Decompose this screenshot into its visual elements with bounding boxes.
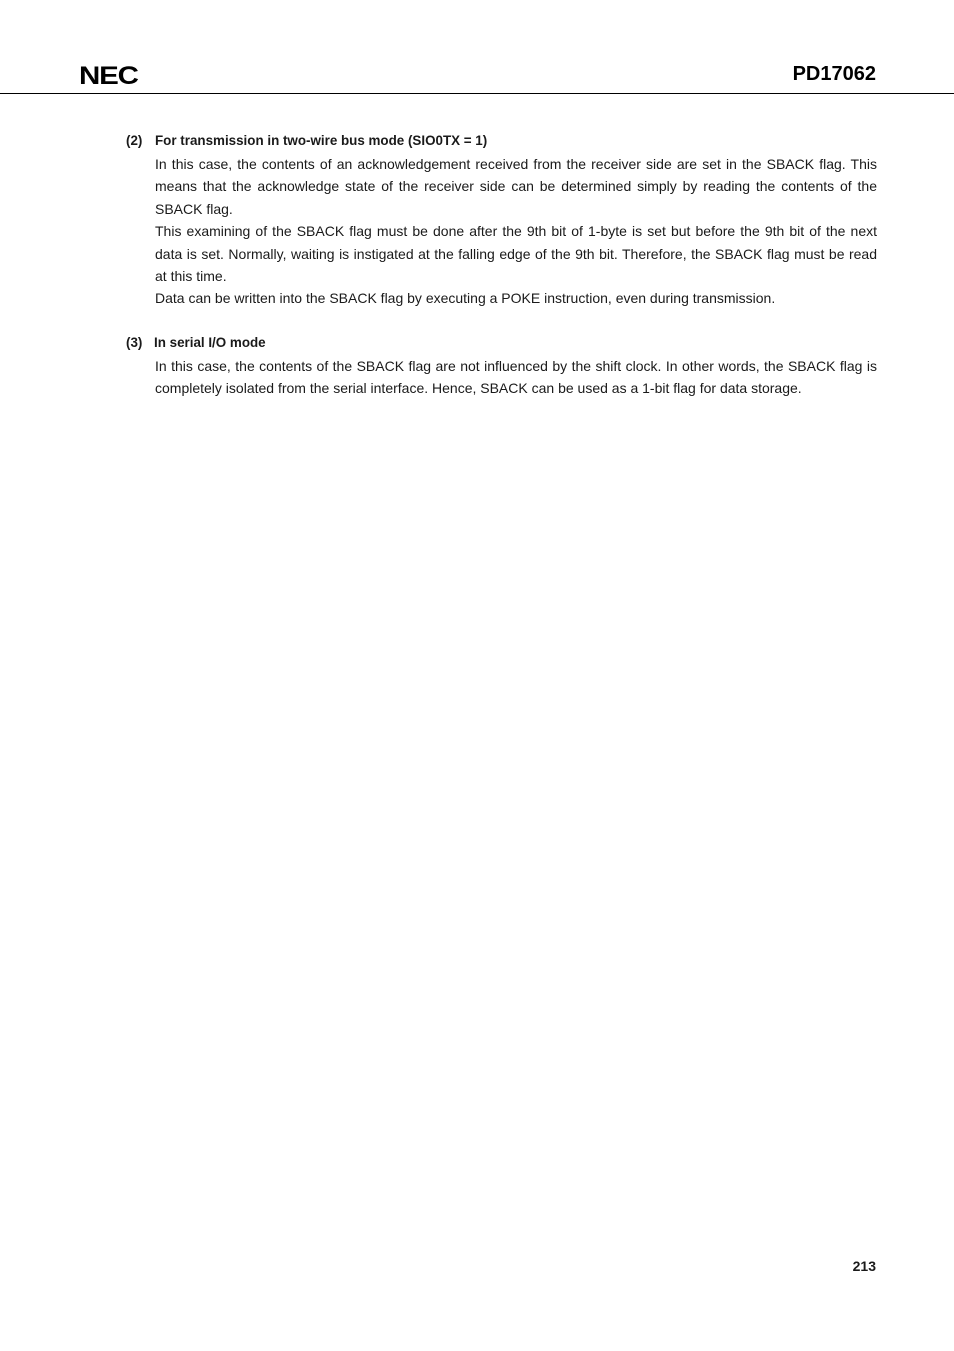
section-heading (126, 131, 877, 151)
page-number: 213 (852, 1258, 876, 1274)
section-title: In serial I/O mode (154, 335, 266, 350)
nec-logo: NEC (79, 62, 138, 90)
paragraph: In this case, the contents of the SBACK flag are not influenced by the shift clock. In other words, the SBACK flag is completely isolated from the serial interface. Hence, SBACK can be used as a 1-bit flag for data storage. (155, 358, 877, 397)
section-title: For transmission in two-wire bus mode (SIO0TX = 1) (155, 133, 488, 148)
paragraph: Data can be written into the SBACK flag by executing a POKE instruction, even during transmission. (155, 290, 776, 307)
document-id: PD17062 (792, 63, 876, 85)
section-heading (126, 333, 877, 353)
section-number: (3) (126, 335, 143, 350)
section-serial-io-mode (126, 333, 877, 400)
paragraph: In this case, the contents of an acknowledgement received from the receiver side are set in the SBACK flag. This means that the acknowledge state of the receiver side can be determined simply by reading the contents of the SBACK flag. (155, 156, 877, 217)
header-rule (0, 93, 954, 94)
paragraph: This examining of the SBACK flag must be done after the 9th bit of 1-byte is set but before the 9th bit of the next data is set. Normally, waiting is instigated at the falling edge of the 9th bit. Therefore, the SBACK flag must be read at this time. (155, 223, 877, 285)
section-two-wire-transmission (126, 131, 877, 310)
section-number: (2) (126, 133, 143, 148)
